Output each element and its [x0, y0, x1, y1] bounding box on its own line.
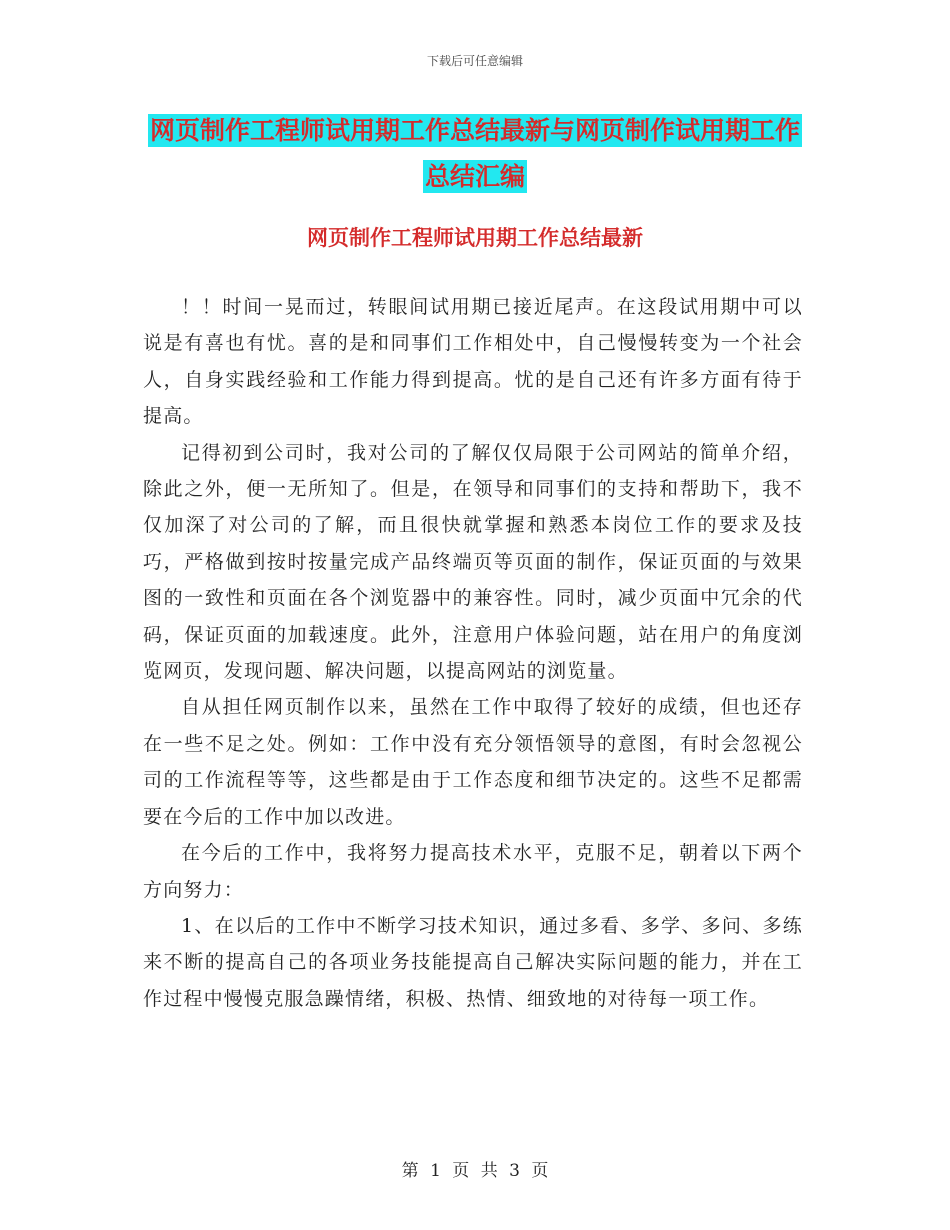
page-number: 第 1 页 共 3 页: [401, 1161, 549, 1181]
paragraph: 在今后的工作中，我将努力提高技术水平，克服不足，朝着以下两个方向努力：: [143, 842, 803, 901]
document-title-text: 网页制作工程师试用期工作总结最新与网页制作试用期工作总结汇编: [149, 116, 800, 191]
paragraph: 1、在以后的工作中不断学习技术知识，通过多看、多学、多问、多练来不断的提高自己的各项业务技能提高自己解决实际问题的能力，并在工作过程中慢慢克服急躁情绪，积极、热情、细致地的对待每一项工作。: [143, 914, 803, 1010]
document-title: [140, 108, 810, 200]
section-title: 网页制作工程师试用期工作总结最新: [307, 226, 643, 250]
paragraph: ！！时间一晃而过，转眼间试用期已接近尾声。在这段试用期中可以说是有喜也有忧。喜的是和同事们工作相处中，自己慢慢转变为一个社会人，自身实践经验和工作能力得到提高。忧的是自己还有许多方面有待于提高。: [143, 296, 803, 428]
header-note: 下载后可任意编辑: [426, 54, 523, 68]
paragraph: 自从担任网页制作以来，虽然在工作中取得了较好的成绩，但也还存在一些不足之处。例如：工作中没有充分领悟领导的意图，有时会忽视公司的工作流程等等，这些都是由于工作态度和细节决定的。这些不足都需要在今后的工作中加以改进。: [143, 696, 803, 828]
document-body: [143, 289, 803, 1017]
paragraph: 记得初到公司时，我对公司的了解仅仅局限于公司网站的简单介绍，除此之外，便一无所知了。但是，在领导和同事们的支持和帮助下，我不仅加深了对公司的了解，而且很快就掌握和熟悉本岗位工作的要求及技巧，严格做到按时按量完成产品终端页等页面的制作，保证页面的与效果图的一致性和页面在各个浏览器中的兼容性。同时，减少页面中冗余的代码，保证页面的加载速度。此外，注意用户体验问题，站在用户的角度浏览网页，发现问题、解决问题，以提高网站的浏览量。: [143, 441, 803, 683]
